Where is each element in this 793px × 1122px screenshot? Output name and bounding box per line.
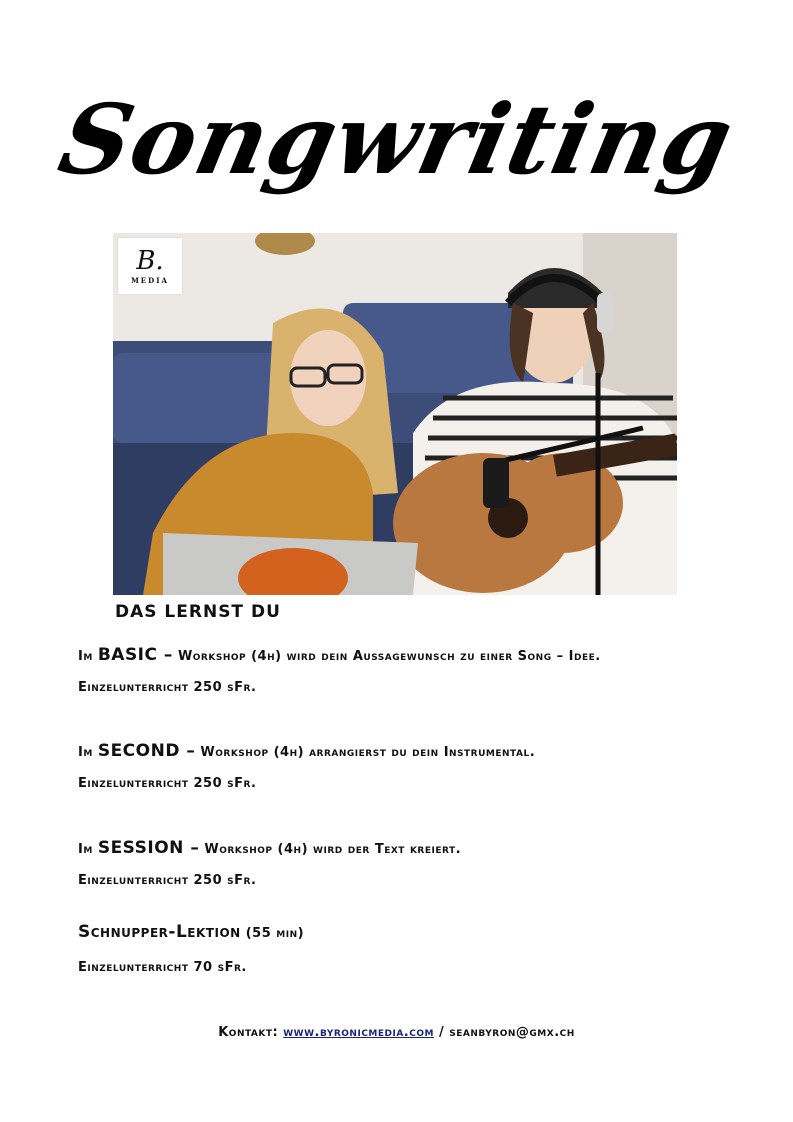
- basic-desc: Workshop (4h) wird dein Aussagewunsch zu einer Song – Idee.: [177, 649, 601, 664]
- basic-line: [78, 645, 601, 665]
- session-name: SESSION –: [97, 838, 200, 858]
- session-line: [78, 838, 461, 858]
- trial-line: [78, 922, 304, 942]
- second-price: Einzelunterricht 250 sFr.: [78, 776, 257, 791]
- second-name: SECOND –: [97, 741, 196, 761]
- contact-label: Kontakt:: [218, 1025, 279, 1040]
- hero-photo: [113, 233, 677, 595]
- contact-line: [0, 1025, 793, 1040]
- trial-name: Schnupper-Lektion: [78, 922, 241, 942]
- session-price: Einzelunterricht 250 sFr.: [78, 873, 257, 888]
- session-desc: Workshop (4h) wird der Text kreiert.: [204, 842, 462, 857]
- brand-logo: [118, 238, 182, 294]
- logo-mark: B.: [136, 246, 164, 276]
- basic-price: Einzelunterricht 250 sFr.: [78, 680, 257, 695]
- basic-prefix: Im: [78, 649, 93, 664]
- second-prefix: Im: [78, 745, 93, 760]
- logo-word: MEDIA: [131, 276, 169, 285]
- section-heading: DAS LERNST DU: [115, 602, 281, 622]
- photo-illustration: [113, 233, 677, 595]
- contact-email: seanbyron@gmx.ch: [449, 1025, 575, 1040]
- contact-separator: /: [439, 1025, 445, 1040]
- trial-price: Einzelunterricht 70 sFr.: [78, 960, 247, 975]
- session-prefix: Im: [78, 842, 93, 857]
- page-title: Songwriting: [50, 83, 743, 196]
- trial-duration: (55 min): [245, 926, 305, 941]
- second-line: [78, 741, 535, 761]
- basic-name: BASIC –: [97, 645, 173, 665]
- website-link[interactable]: www.byronicmedia.com: [283, 1025, 434, 1040]
- second-desc: Workshop (4h) arrangierst du dein Instrumental.: [200, 745, 536, 760]
